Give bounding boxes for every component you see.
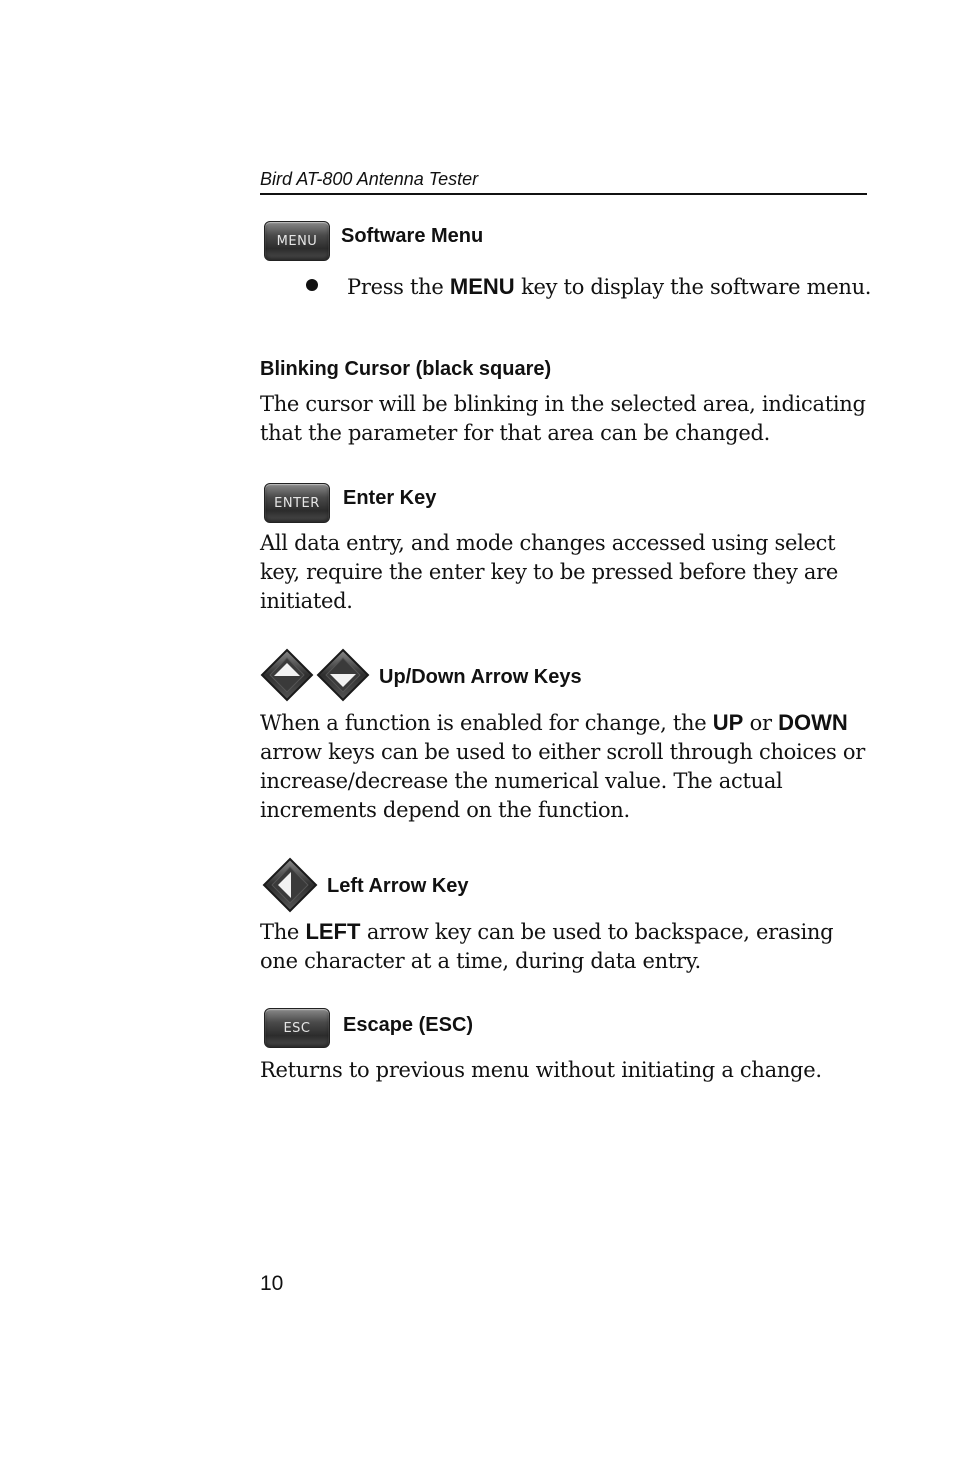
software-menu-heading: Software Menu xyxy=(341,225,484,247)
left-arrow-heading: Left Arrow Key xyxy=(327,875,469,897)
enter-key-text: All data entry, and mode changes accessed using select key, require the enter key to be pressed before they are initiated. xyxy=(260,531,839,613)
left-arrow-text-pre: The xyxy=(260,920,306,944)
bullet-key-name: MENU xyxy=(449,274,515,299)
esc-key-label: ESC xyxy=(283,1020,311,1036)
left-key-name: LEFT xyxy=(305,919,361,944)
bullet-text-post: key to display the software menu. xyxy=(514,275,872,299)
up-down-arrow-icons xyxy=(260,648,372,704)
menu-key-label: MENU xyxy=(276,233,318,249)
left-arrow-text xyxy=(260,917,872,976)
up-down-text-post: arrow keys can be used to either scroll through choices or increase/decrease the numerical value. The actual increments depend on the function. xyxy=(260,740,865,822)
enter-key-icon xyxy=(264,483,330,523)
page-number: 10 xyxy=(260,1272,284,1295)
menu-key-icon xyxy=(264,221,330,261)
header-rule xyxy=(260,193,867,195)
bullet-icon xyxy=(306,279,318,291)
running-header: Bird AT-800 Antenna Tester xyxy=(260,169,479,189)
up-key-name: UP xyxy=(712,710,744,735)
left-arrow-text-post: arrow key can be used to backspace, erasing one character at a time, during data entry. xyxy=(260,920,834,973)
esc-key-icon xyxy=(264,1008,330,1048)
down-key-name: DOWN xyxy=(778,710,848,735)
enter-key-label: ENTER xyxy=(274,495,320,511)
blinking-cursor-text: The cursor will be blinking in the selected area, indicating that the parameter for that area can be changed. xyxy=(260,392,866,445)
bullet-text-pre: Press the xyxy=(347,275,450,299)
left-arrow-key-icon xyxy=(262,857,318,913)
enter-key-heading: Enter Key xyxy=(343,487,437,509)
software-menu-bullet xyxy=(347,272,872,302)
escape-heading: Escape (ESC) xyxy=(343,1014,474,1036)
up-down-text xyxy=(260,708,872,825)
up-down-heading: Up/Down Arrow Keys xyxy=(379,666,582,688)
up-down-text-pre: When a function is enabled for change, the xyxy=(260,711,713,735)
up-arrow-key-icon xyxy=(262,650,312,700)
escape-text: Returns to previous menu without initiating a change. xyxy=(260,1058,822,1082)
down-arrow-key-icon xyxy=(318,650,368,700)
blinking-cursor-heading: Blinking Cursor (black square) xyxy=(260,358,552,380)
up-down-text-mid: or xyxy=(743,711,779,735)
